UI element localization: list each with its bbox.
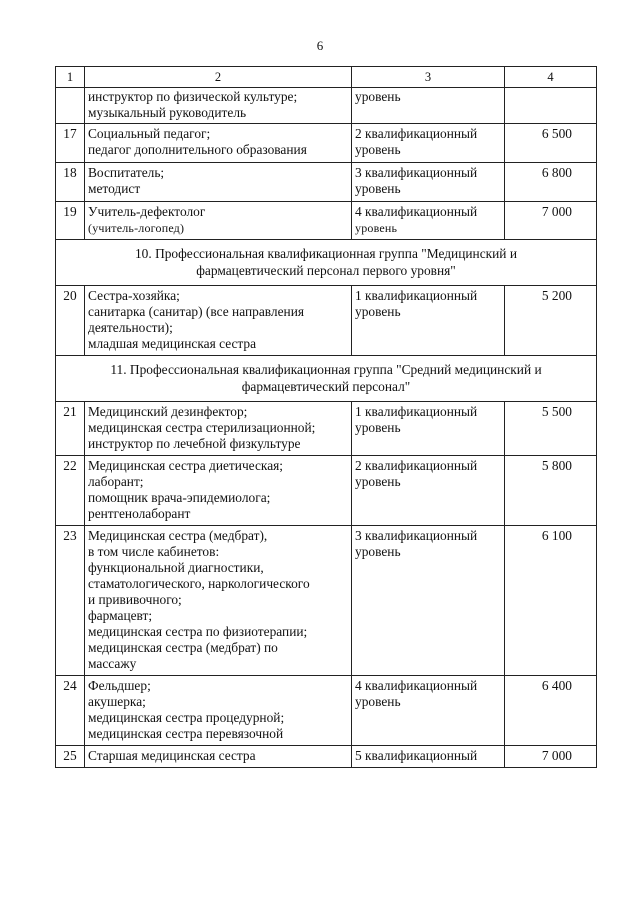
table-row-20 [56, 286, 597, 356]
group-heading-line: фармацевтический персонал первого уровня" [196, 263, 456, 278]
table-row-25 [56, 746, 597, 768]
row-positions [85, 286, 352, 356]
header-col-1: 1 [56, 67, 85, 88]
table-row-23 [56, 526, 597, 676]
row-salary: 7 000 [505, 746, 597, 768]
position-line: медицинская сестра стерилизационной; [88, 420, 316, 435]
position-line: инструктор по физической культуре; [88, 89, 298, 104]
table-row-24 [56, 676, 597, 746]
row-salary: 5 500 [505, 402, 597, 456]
level-line: уровень [355, 694, 401, 709]
row-positions [85, 163, 352, 202]
row-level [352, 676, 505, 746]
position-line: младшая медицинская сестра [88, 336, 257, 351]
level-line: 3 квалификационный [355, 528, 478, 543]
row-salary: 5 200 [505, 286, 597, 356]
level-line: уровень [355, 89, 401, 104]
position-line: лаборант; [88, 474, 144, 489]
row-positions [85, 88, 352, 124]
row-number: 24 [56, 676, 85, 746]
position-line: Социальный педагог; [88, 126, 211, 141]
row-salary: 6 500 [505, 124, 597, 163]
row-salary: 5 800 [505, 456, 597, 526]
position-line: помощник врача-эпидемиолога; [88, 490, 271, 505]
position-line: акушерка; [88, 694, 146, 709]
level-line: уровень [355, 420, 401, 435]
level-line: уровень [355, 221, 398, 235]
position-line: санитарка (санитар) (все направления [88, 304, 305, 319]
row-number: 19 [56, 202, 85, 240]
row-salary: 7 000 [505, 202, 597, 240]
header-col-4: 4 [505, 67, 597, 88]
position-line: массажу [88, 656, 137, 671]
position-line: (учитель-логопед) [88, 221, 185, 235]
position-line: медицинская сестра перевязочной [88, 726, 284, 741]
position-line: рентгенолаборант [88, 506, 191, 521]
level-line: уровень [355, 142, 401, 157]
table-header-row [56, 67, 597, 88]
position-line: Старшая медицинская сестра [88, 748, 256, 763]
row-level [352, 402, 505, 456]
header-col-3: 3 [352, 67, 505, 88]
position-line: Воспитатель; [88, 165, 165, 180]
row-number: 25 [56, 746, 85, 768]
table-row-continuation [56, 88, 597, 124]
level-line: 2 квалификационный [355, 458, 478, 473]
group-heading-row [56, 356, 597, 402]
position-line: инструктор по лечебной физкультуре [88, 436, 301, 451]
position-line: функциональной диагностики, [88, 560, 264, 575]
row-positions [85, 456, 352, 526]
row-number: 20 [56, 286, 85, 356]
row-salary: 6 100 [505, 526, 597, 676]
row-number: 21 [56, 402, 85, 456]
group-heading-line: фармацевтический персонал" [241, 379, 411, 394]
row-salary [505, 88, 597, 124]
row-positions [85, 526, 352, 676]
position-line: методист [88, 181, 141, 196]
row-number: 18 [56, 163, 85, 202]
level-line: 1 квалификационный [355, 288, 478, 303]
position-line: фармацевт; [88, 608, 153, 623]
position-line: и прививочного; [88, 592, 182, 607]
position-line: Фельдшер; [88, 678, 151, 693]
position-line: стаматологического, наркологического [88, 576, 310, 591]
row-positions [85, 746, 352, 768]
table-row-21 [56, 402, 597, 456]
level-line: 4 квалификационный [355, 678, 478, 693]
level-line: уровень [355, 304, 401, 319]
row-level [352, 286, 505, 356]
row-level [352, 88, 505, 124]
row-number: 23 [56, 526, 85, 676]
row-positions [85, 124, 352, 163]
position-line: Медицинская сестра диетическая; [88, 458, 284, 473]
position-line: педагог дополнительного образования [88, 142, 307, 157]
position-line: Сестра-хозяйка; [88, 288, 180, 303]
row-number: 22 [56, 456, 85, 526]
row-salary: 6 400 [505, 676, 597, 746]
row-level [352, 456, 505, 526]
position-line: Медицинский дезинфектор; [88, 404, 248, 419]
table-row-17 [56, 124, 597, 163]
position-line: в том числе кабинетов: [88, 544, 220, 559]
row-level [352, 526, 505, 676]
level-line: уровень [355, 181, 401, 196]
salary-table [55, 66, 597, 768]
row-positions [85, 676, 352, 746]
level-line: уровень [355, 544, 401, 559]
header-col-2: 2 [85, 67, 352, 88]
position-line: медицинская сестра процедурной; [88, 710, 285, 725]
level-line: 2 квалификационный [355, 126, 478, 141]
group-heading-10 [56, 240, 597, 286]
page-number: 6 [316, 38, 324, 53]
level-line: уровень [355, 474, 401, 489]
row-level [352, 202, 505, 240]
row-level [352, 746, 505, 768]
level-line: 5 квалификационный [355, 748, 478, 763]
group-heading-line: 10. Профессиональная квалификационная группа "Медицинский и [134, 246, 517, 261]
row-number: 17 [56, 124, 85, 163]
group-heading-row [56, 240, 597, 286]
level-line: 4 квалификационный [355, 204, 478, 219]
row-positions [85, 202, 352, 240]
row-positions [85, 402, 352, 456]
level-line: 3 квалификационный [355, 165, 478, 180]
position-line: медицинская сестра по физиотерапии; [88, 624, 308, 639]
position-line: медицинская сестра (медбрат) по [88, 640, 278, 655]
position-line: Медицинская сестра (медбрат), [88, 528, 268, 543]
group-heading-11 [56, 356, 597, 402]
group-heading-line: 11. Профессиональная квалификационная группа "Средний медицинский и [110, 362, 542, 377]
position-line: музыкальный руководитель [88, 105, 247, 120]
table-row-18 [56, 163, 597, 202]
table-row-19 [56, 202, 597, 240]
table-row-22 [56, 456, 597, 526]
row-salary: 6 800 [505, 163, 597, 202]
level-line: 1 квалификационный [355, 404, 478, 419]
row-level [352, 124, 505, 163]
position-line: Учитель-дефектолог [88, 204, 206, 219]
row-level [352, 163, 505, 202]
row-number [56, 88, 85, 124]
position-line: деятельности); [88, 320, 173, 335]
